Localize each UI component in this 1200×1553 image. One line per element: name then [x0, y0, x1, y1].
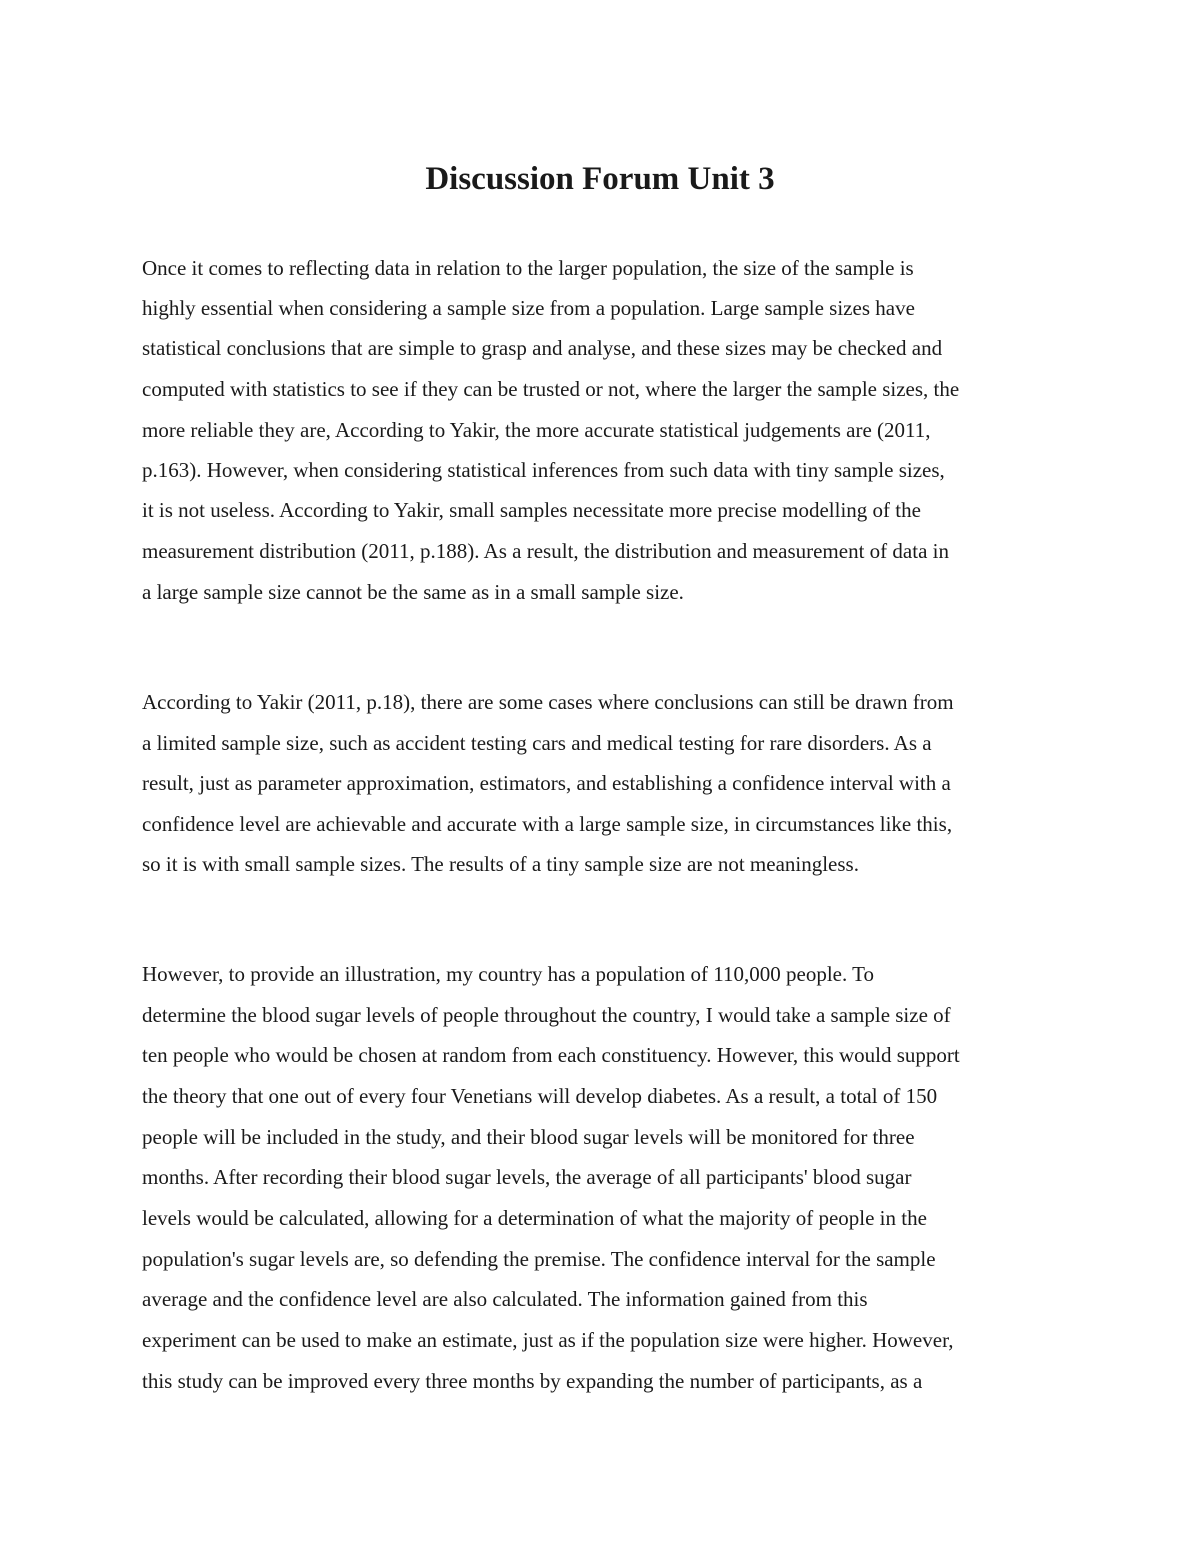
- paragraph-line: ten people who would be chosen at random from each constituency. However, this would support: [142, 1043, 960, 1067]
- paragraph-line: people will be included in the study, and their blood sugar levels will be monitored for three: [142, 1125, 915, 1149]
- paragraph-line: experiment can be used to make an estimate, just as if the population size were higher. However,: [142, 1328, 954, 1352]
- paragraph-line: highly essential when considering a sample size from a population. Large sample sizes have: [142, 296, 915, 320]
- paragraph-line: a limited sample size, such as accident testing cars and medical testing for rare disorders. As a: [142, 731, 932, 755]
- paragraph-line: average and the confidence level are also calculated. The information gained from this: [142, 1287, 868, 1311]
- paragraph-line: According to Yakir (2011, p.18), there are some cases where conclusions can still be drawn from: [142, 690, 954, 714]
- paragraph-line: computed with statistics to see if they can be trusted or not, where the larger the sample sizes, the: [142, 377, 960, 401]
- paragraph-line: population's sugar levels are, so defending the premise. The confidence interval for the sample: [142, 1247, 936, 1271]
- paragraph-line: Once it comes to reflecting data in relation to the larger population, the size of the sample is: [142, 256, 914, 280]
- paragraph-line: so it is with small sample sizes. The results of a tiny sample size are not meaningless.: [142, 852, 859, 876]
- paragraph-line: this study can be improved every three months by expanding the number of participants, as a: [142, 1369, 923, 1393]
- paragraph-line: result, just as parameter approximation, estimators, and establishing a confidence interval with a: [142, 771, 951, 795]
- paragraph-line: confidence level are achievable and accurate with a large sample size, in circumstances like this,: [142, 812, 953, 836]
- paragraph-line: it is not useless. According to Yakir, small samples necessitate more precise modelling of the: [142, 498, 921, 522]
- paragraph-line: p.163). However, when considering statistical inferences from such data with tiny sample sizes,: [142, 458, 945, 482]
- paragraph-line: measurement distribution (2011, p.188). As a result, the distribution and measurement of data in: [142, 539, 949, 563]
- paragraph-line: months. After recording their blood sugar levels, the average of all participants' blood sugar: [142, 1165, 912, 1189]
- paragraph-line: the theory that one out of every four Venetians will develop diabetes. As a result, a total of 150: [142, 1084, 938, 1108]
- paragraph-line: statistical conclusions that are simple to grasp and analyse, and these sizes may be checked and: [142, 336, 943, 360]
- paragraph-line: a large sample size cannot be the same as in a small sample size.: [142, 580, 684, 604]
- paragraph-line: levels would be calculated, allowing for a determination of what the majority of people in the: [142, 1206, 927, 1230]
- paragraph-line: more reliable they are, According to Yakir, the more accurate statistical judgements are (2011,: [142, 418, 931, 442]
- paragraph-line: However, to provide an illustration, my country has a population of 110,000 people. To: [142, 962, 874, 986]
- paragraph-line: determine the blood sugar levels of people throughout the country, I would take a sample size of: [142, 1003, 951, 1027]
- document-title: Discussion Forum Unit 3: [425, 161, 775, 197]
